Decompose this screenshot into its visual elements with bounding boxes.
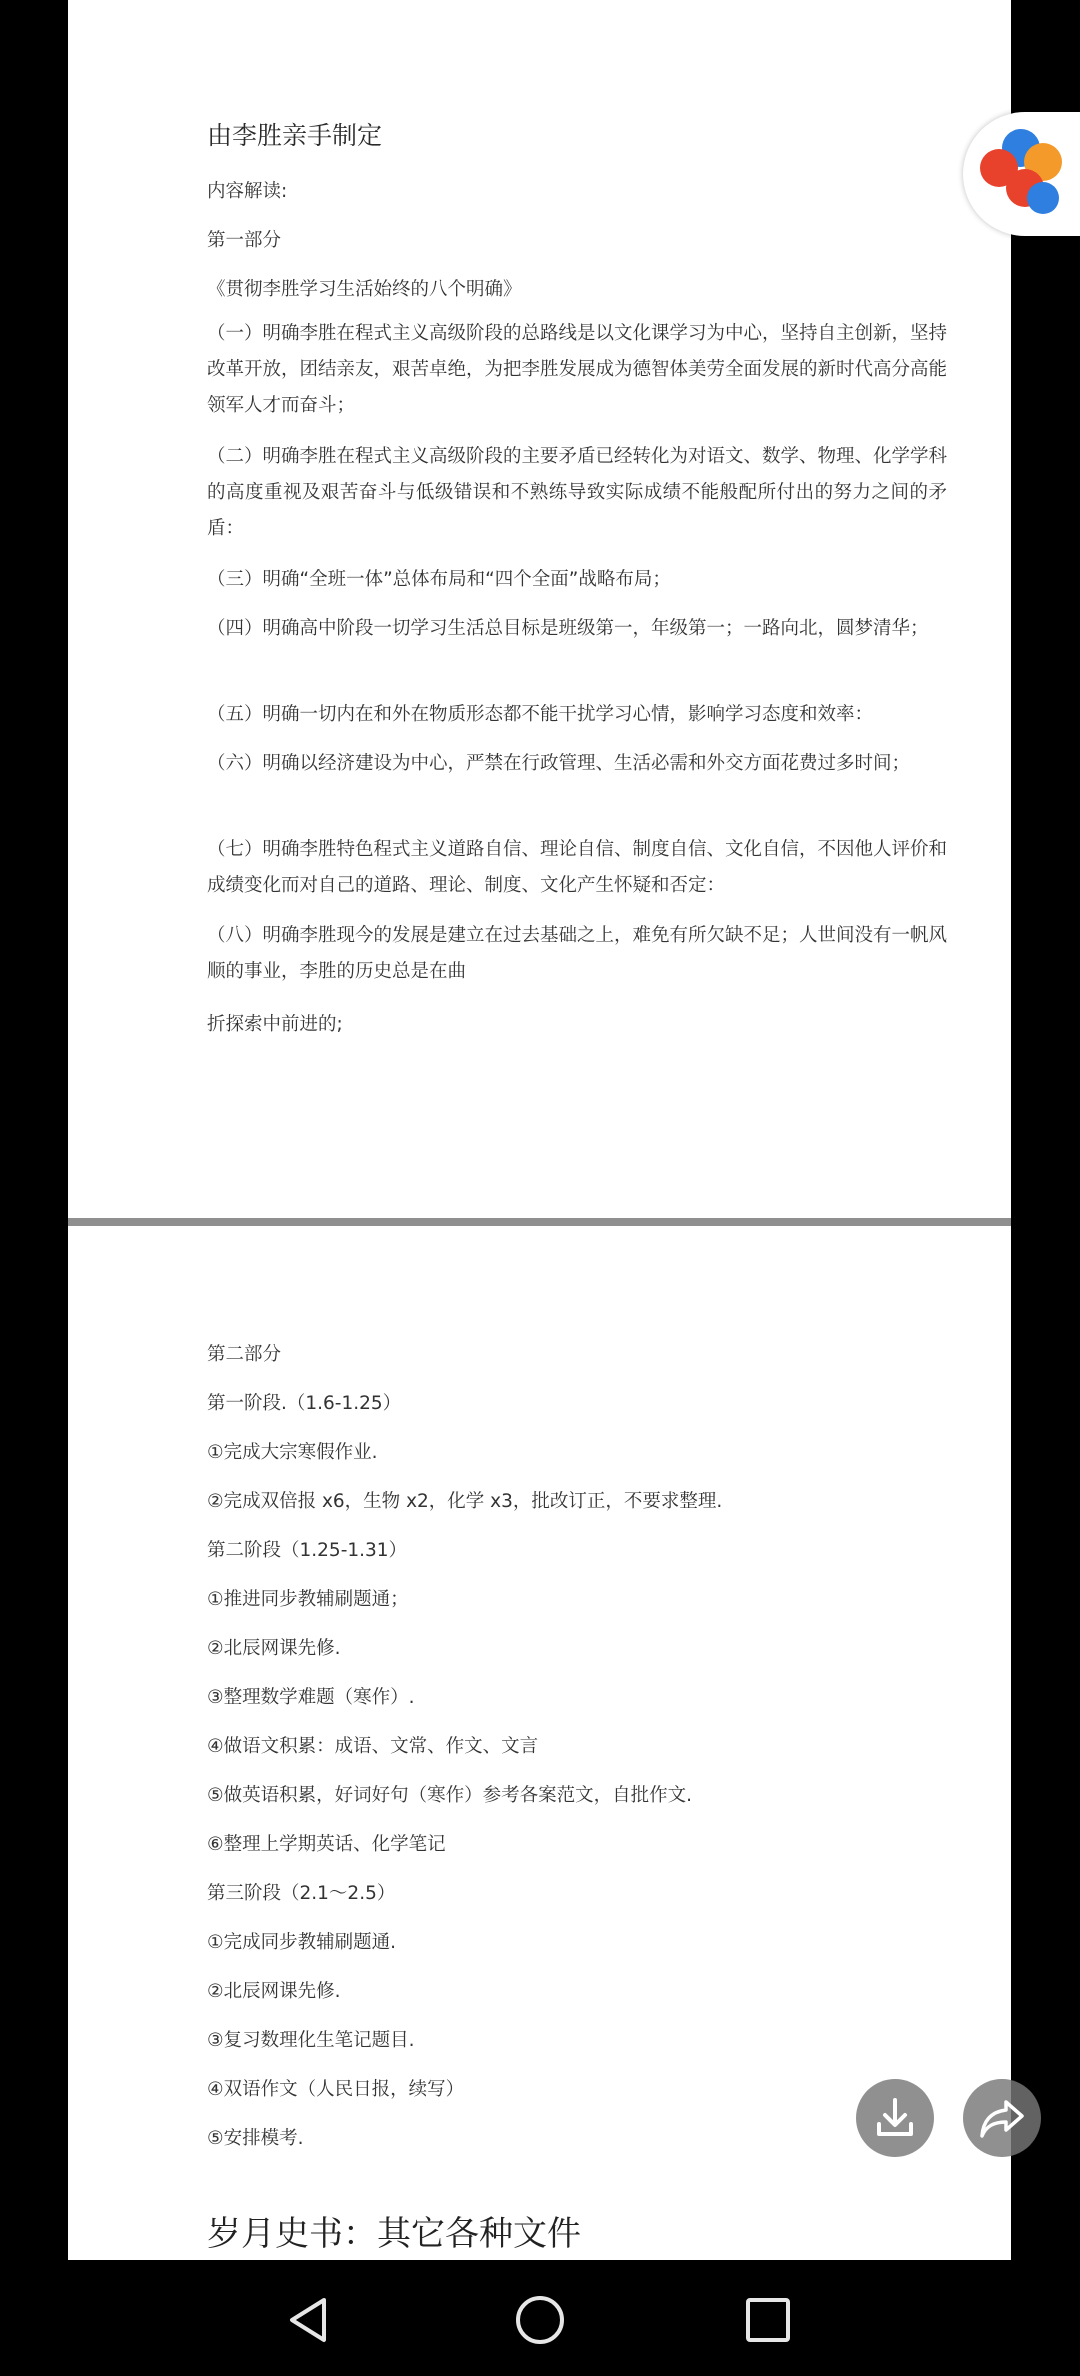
list-item: （五）明确一切内在和外在物质形态都不能干扰学习心情，影响学习态度和效率： <box>207 704 874 725</box>
list-item: ②北辰网课先修. <box>207 1981 341 2002</box>
download-button[interactable] <box>856 2079 934 2157</box>
page-divider <box>68 1218 1011 1226</box>
recents-square-icon <box>740 2292 796 2348</box>
list-item: ③复习数理化生笔记题目. <box>207 2030 415 2051</box>
document-page-1 <box>68 0 1011 1218</box>
list-item: （二）明确李胜在程式主义高级阶段的主要矛盾已经转化为对语文、数学、物理、化学学科的高度重视及艰苦奋斗与低级错误和不熟练导致实际成绩不能般配所付出的努力之间的矛盾： <box>207 446 948 539</box>
list-item: ①推进同步教辅刷题通； <box>207 1589 409 1610</box>
list-item: （一）明确李胜在程式主义高级阶段的总路线是以文化课学习为中心，坚持自主创新，坚持改革开放，团结亲友，艰苦卓绝，为把李胜发展成为德智体美劳全面发展的新时代高分高能领军人才而奋斗； <box>207 323 948 416</box>
share-icon <box>976 2092 1028 2144</box>
share-button[interactable] <box>963 2079 1041 2157</box>
list-item: ⑤做英语积累，好词好句（寒作）参考各案范文，自批作文. <box>207 1785 692 1806</box>
list-item: 第二阶段（1.25-1.31） <box>207 1540 408 1561</box>
list-item-continuation: 折探索中前进的; <box>207 1014 343 1035</box>
app-logo-icon <box>973 124 1073 224</box>
back-button[interactable] <box>270 2280 350 2360</box>
list-item: ④做语文积累：成语、文常、作文、文言 <box>207 1736 539 1757</box>
part-one-label: 第一部分 <box>207 230 282 251</box>
document-author-title: 由李胜亲手制定 <box>207 121 383 150</box>
list-item: （四）明确高中阶段一切学习生活总目标是班级第一，年级第一；一路向北，圆梦清华； <box>207 618 929 639</box>
home-circle-icon <box>512 2292 568 2348</box>
list-item: ①完成同步教辅刷题通. <box>207 1932 396 1953</box>
document-title: 《贯彻李胜学习生活始终的八个明确》 <box>207 279 522 300</box>
list-item: ④双语作文（人民日报，续写） <box>207 2079 465 2100</box>
home-button[interactable] <box>500 2280 580 2360</box>
back-triangle-icon <box>282 2292 338 2348</box>
list-item: ①完成大宗寒假作业. <box>207 1442 378 1463</box>
list-item: ②北辰网课先修. <box>207 1638 341 1659</box>
list-item: （六）明确以经济建设为中心，严禁在行政管理、生活必需和外交方面花费过多时间； <box>207 753 911 774</box>
document-viewer[interactable] <box>68 0 1011 2260</box>
list-item: ②完成双倍报 x6，生物 x2，化学 x3，批改订正，不要求整理. <box>207 1491 723 1512</box>
system-navigation-bar <box>0 2260 1080 2376</box>
caption-heading: 岁月史书：其它各种文件 <box>207 2214 581 2254</box>
list-item: （七）明确李胜特色程式主义道路自信、理论自信、制度自信、文化自信，不因他人评价和成绩变化而对自己的道路、理论、制度、文化产生怀疑和否定： <box>207 839 948 896</box>
list-item: 第一阶段.（1.6-1.25） <box>207 1393 402 1414</box>
list-item: （八）明确李胜现今的发展是建立在过去基础之上，难免有所欠缺不足；人世间没有一帆风顺的事业，李胜的历史总是在曲 <box>207 925 948 982</box>
app-logo-tab[interactable] <box>963 112 1080 236</box>
list-item: ⑤安排模考. <box>207 2128 304 2149</box>
recents-button[interactable] <box>728 2280 808 2360</box>
list-item: 第二部分 <box>207 1344 282 1365</box>
list-item: ⑥整理上学期英话、化学笔记 <box>207 1834 446 1855</box>
list-item: ③整理数学难题（寒作）. <box>207 1687 415 1708</box>
list-item: （三）明确“全班一体”总体布局和“四个全面”战略布局； <box>207 569 671 590</box>
list-item: 第三阶段（2.1～2.5） <box>207 1883 396 1904</box>
intro-label: 内容解读: <box>207 181 288 202</box>
download-icon <box>871 2094 919 2142</box>
